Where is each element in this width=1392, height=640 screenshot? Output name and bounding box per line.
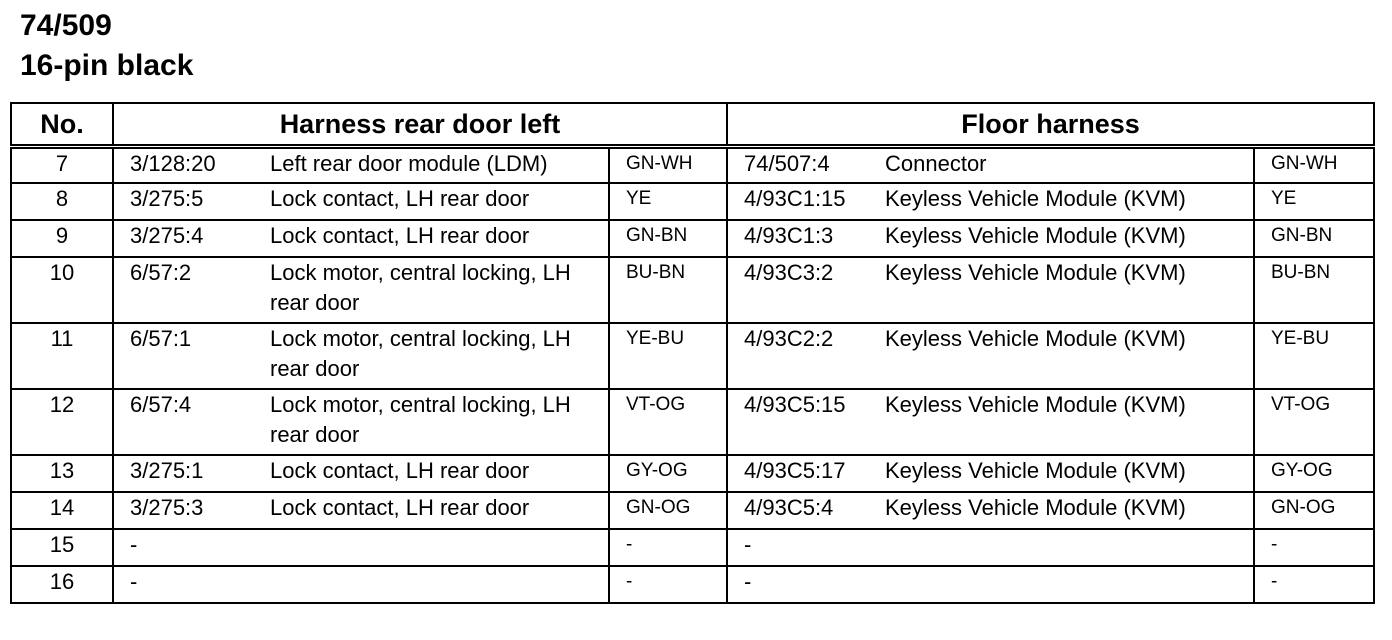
left-wire-color: YE bbox=[609, 183, 727, 220]
right-description: Keyless Vehicle Module (KVM) bbox=[885, 257, 1254, 323]
right-connector: 4/93C2:2 bbox=[727, 323, 885, 389]
left-description: Lock motor, central locking, LH rear door bbox=[270, 389, 609, 455]
right-connector: 4/93C5:4 bbox=[727, 492, 885, 529]
left-connector: - bbox=[113, 566, 270, 603]
left-description: Left rear door module (LDM) bbox=[270, 147, 609, 184]
right-connector: - bbox=[727, 529, 885, 566]
table-row bbox=[11, 147, 1374, 184]
right-wire-color: - bbox=[1254, 566, 1374, 603]
pin-number: 7 bbox=[11, 147, 113, 184]
table-row bbox=[11, 492, 1374, 529]
right-description: Keyless Vehicle Module (KVM) bbox=[885, 492, 1254, 529]
left-connector: 6/57:1 bbox=[113, 323, 270, 389]
right-connector: 4/93C5:15 bbox=[727, 389, 885, 455]
left-description: Lock contact, LH rear door bbox=[270, 455, 609, 492]
left-connector: 6/57:4 bbox=[113, 389, 270, 455]
pin-number: 12 bbox=[11, 389, 113, 455]
left-description: Lock motor, central locking, LH rear door bbox=[270, 257, 609, 323]
document-title bbox=[20, 6, 193, 86]
pin-assignment-table bbox=[10, 102, 1375, 604]
table-row bbox=[11, 529, 1374, 566]
header-no: No. bbox=[11, 103, 113, 147]
left-description bbox=[270, 566, 609, 603]
left-wire-color: GN-WH bbox=[609, 147, 727, 184]
table-row bbox=[11, 257, 1374, 323]
right-connector: 4/93C1:3 bbox=[727, 220, 885, 257]
right-description bbox=[885, 566, 1254, 603]
pin-number: 11 bbox=[11, 323, 113, 389]
left-wire-color: GN-OG bbox=[609, 492, 727, 529]
left-wire-color: BU-BN bbox=[609, 257, 727, 323]
table-row bbox=[11, 183, 1374, 220]
right-wire-color: GN-OG bbox=[1254, 492, 1374, 529]
pin-number: 16 bbox=[11, 566, 113, 603]
header-floor-harness: Floor harness bbox=[727, 103, 1374, 147]
left-connector: 6/57:2 bbox=[113, 257, 270, 323]
left-connector: 3/275:5 bbox=[113, 183, 270, 220]
left-connector: 3/128:20 bbox=[113, 147, 270, 184]
right-connector: - bbox=[727, 566, 885, 603]
right-connector: 4/93C1:15 bbox=[727, 183, 885, 220]
right-wire-color: YE bbox=[1254, 183, 1374, 220]
left-wire-color: - bbox=[609, 566, 727, 603]
right-description: Keyless Vehicle Module (KVM) bbox=[885, 220, 1254, 257]
right-wire-color: VT-OG bbox=[1254, 389, 1374, 455]
left-wire-color: VT-OG bbox=[609, 389, 727, 455]
pin-number: 15 bbox=[11, 529, 113, 566]
right-wire-color: GY-OG bbox=[1254, 455, 1374, 492]
left-connector: - bbox=[113, 529, 270, 566]
right-description: Keyless Vehicle Module (KVM) bbox=[885, 183, 1254, 220]
table-header-row bbox=[11, 103, 1374, 147]
right-connector: 4/93C3:2 bbox=[727, 257, 885, 323]
connector-id: 74/509 bbox=[20, 9, 112, 42]
right-wire-color: GN-WH bbox=[1254, 147, 1374, 184]
left-connector: 3/275:1 bbox=[113, 455, 270, 492]
connector-description: 16-pin black bbox=[20, 49, 194, 82]
table-row bbox=[11, 220, 1374, 257]
right-description bbox=[885, 529, 1254, 566]
table-row bbox=[11, 455, 1374, 492]
pin-number: 13 bbox=[11, 455, 113, 492]
right-connector: 74/507:4 bbox=[727, 147, 885, 184]
pin-number: 8 bbox=[11, 183, 113, 220]
right-description: Keyless Vehicle Module (KVM) bbox=[885, 455, 1254, 492]
right-wire-color: YE-BU bbox=[1254, 323, 1374, 389]
table-row bbox=[11, 323, 1374, 389]
right-connector: 4/93C5:17 bbox=[727, 455, 885, 492]
left-description: Lock contact, LH rear door bbox=[270, 183, 609, 220]
left-description: Lock contact, LH rear door bbox=[270, 492, 609, 529]
right-wire-color: BU-BN bbox=[1254, 257, 1374, 323]
left-wire-color: YE-BU bbox=[609, 323, 727, 389]
pin-number: 9 bbox=[11, 220, 113, 257]
left-wire-color: - bbox=[609, 529, 727, 566]
table-body bbox=[11, 147, 1374, 604]
right-wire-color: - bbox=[1254, 529, 1374, 566]
right-description: Keyless Vehicle Module (KVM) bbox=[885, 389, 1254, 455]
right-description: Keyless Vehicle Module (KVM) bbox=[885, 323, 1254, 389]
right-wire-color: GN-BN bbox=[1254, 220, 1374, 257]
table-row bbox=[11, 389, 1374, 455]
left-wire-color: GN-BN bbox=[609, 220, 727, 257]
left-connector: 3/275:3 bbox=[113, 492, 270, 529]
left-wire-color: GY-OG bbox=[609, 455, 727, 492]
left-connector: 3/275:4 bbox=[113, 220, 270, 257]
left-description: Lock motor, central locking, LH rear door bbox=[270, 323, 609, 389]
table-row bbox=[11, 566, 1374, 603]
left-description bbox=[270, 529, 609, 566]
pin-number: 10 bbox=[11, 257, 113, 323]
pin-number: 14 bbox=[11, 492, 113, 529]
right-description: Connector bbox=[885, 147, 1254, 184]
left-description: Lock contact, LH rear door bbox=[270, 220, 609, 257]
header-harness-rear-door-left: Harness rear door left bbox=[113, 103, 727, 147]
